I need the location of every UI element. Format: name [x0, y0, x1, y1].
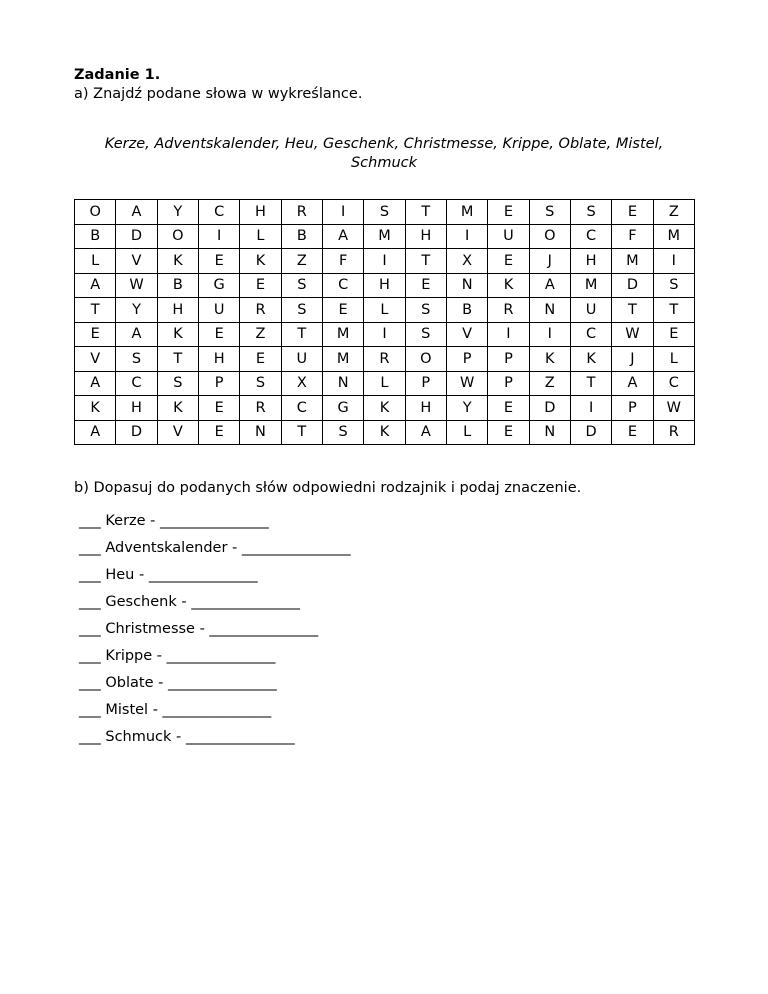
grid-cell: T — [281, 322, 322, 347]
grid-cell: T — [281, 420, 322, 445]
grid-cell: Y — [157, 200, 198, 225]
grid-row — [75, 420, 695, 445]
grid-row — [75, 249, 695, 274]
matching-item: ___ Krippe - _______________ — [79, 648, 276, 664]
grid-cell: I — [529, 322, 570, 347]
word-search-grid — [74, 199, 695, 445]
grid-cell: H — [198, 347, 239, 372]
grid-cell: M — [322, 322, 363, 347]
grid-cell: R — [653, 420, 694, 445]
grid-row — [75, 298, 695, 323]
grid-cell: L — [240, 224, 281, 249]
grid-cell: P — [446, 347, 487, 372]
grid-cell: R — [240, 298, 281, 323]
grid-cell: B — [75, 224, 116, 249]
grid-cell: R — [240, 396, 281, 421]
grid-cell: O — [157, 224, 198, 249]
grid-cell: N — [529, 298, 570, 323]
grid-cell: C — [570, 322, 611, 347]
grid-cell: A — [116, 322, 157, 347]
grid-cell: X — [281, 371, 322, 396]
task-b-instruction: b) Dopasuj do podanych słów odpowiedni rodzajnik i podaj znaczenie. — [74, 480, 582, 496]
grid-cell: B — [281, 224, 322, 249]
grid-cell: T — [405, 200, 446, 225]
grid-cell: O — [405, 347, 446, 372]
grid-cell: W — [653, 396, 694, 421]
grid-cell: B — [446, 298, 487, 323]
grid-cell: E — [240, 347, 281, 372]
grid-cell: K — [488, 273, 529, 298]
grid-cell: I — [364, 249, 405, 274]
grid-cell: R — [488, 298, 529, 323]
grid-cell: I — [653, 249, 694, 274]
grid-cell: E — [198, 420, 239, 445]
grid-cell: Z — [240, 322, 281, 347]
grid-cell: E — [198, 396, 239, 421]
grid-cell: C — [322, 273, 363, 298]
grid-cell: W — [446, 371, 487, 396]
grid-cell: E — [198, 249, 239, 274]
grid-cell: E — [612, 420, 653, 445]
grid-row — [75, 224, 695, 249]
grid-cell: P — [488, 347, 529, 372]
grid-cell: X — [446, 249, 487, 274]
grid-cell: C — [653, 371, 694, 396]
grid-cell: O — [75, 200, 116, 225]
grid-cell: T — [570, 371, 611, 396]
matching-item: ___ Heu - _______________ — [79, 567, 258, 583]
grid-cell: U — [570, 298, 611, 323]
grid-cell: K — [240, 249, 281, 274]
grid-cell: L — [446, 420, 487, 445]
matching-item: ___ Oblate - _______________ — [79, 675, 277, 691]
grid-cell: S — [240, 371, 281, 396]
task-title: Zadanie 1. — [74, 67, 161, 83]
grid-cell: E — [322, 298, 363, 323]
grid-cell: L — [364, 371, 405, 396]
grid-cell: D — [612, 273, 653, 298]
grid-cell: R — [281, 200, 322, 225]
grid-cell: Z — [653, 200, 694, 225]
grid-cell: S — [405, 298, 446, 323]
grid-cell: P — [612, 396, 653, 421]
grid-cell: E — [488, 420, 529, 445]
grid-cell: E — [488, 249, 529, 274]
matching-list — [79, 508, 351, 751]
grid-cell: D — [529, 396, 570, 421]
grid-cell: G — [198, 273, 239, 298]
grid-cell: N — [446, 273, 487, 298]
grid-cell: M — [612, 249, 653, 274]
grid-cell: J — [612, 347, 653, 372]
grid-cell: C — [198, 200, 239, 225]
grid-cell: S — [322, 420, 363, 445]
grid-cell: T — [612, 298, 653, 323]
grid-cell: A — [116, 200, 157, 225]
matching-item: ___ Christmesse - _______________ — [79, 621, 319, 637]
grid-cell: K — [157, 396, 198, 421]
grid-cell: N — [529, 420, 570, 445]
grid-cell: C — [281, 396, 322, 421]
grid-cell: S — [364, 200, 405, 225]
grid-cell: P — [405, 371, 446, 396]
grid-cell: E — [653, 322, 694, 347]
grid-cell: K — [364, 420, 405, 445]
grid-row — [75, 273, 695, 298]
grid-cell: K — [157, 249, 198, 274]
grid-cell: E — [75, 322, 116, 347]
grid-cell: H — [116, 396, 157, 421]
grid-cell: S — [157, 371, 198, 396]
grid-cell: V — [116, 249, 157, 274]
grid-cell: M — [653, 224, 694, 249]
grid-cell: P — [488, 371, 529, 396]
grid-cell: R — [364, 347, 405, 372]
matching-item: ___ Geschenk - _______________ — [79, 594, 300, 610]
grid-cell: K — [75, 396, 116, 421]
grid-cell: C — [116, 371, 157, 396]
grid-cell: M — [570, 273, 611, 298]
grid-cell: N — [322, 371, 363, 396]
grid-cell: S — [281, 273, 322, 298]
grid-cell: Y — [116, 298, 157, 323]
grid-cell: D — [570, 420, 611, 445]
grid-cell: B — [157, 273, 198, 298]
word-search-grid-body — [75, 200, 695, 445]
grid-cell: Z — [281, 249, 322, 274]
grid-row — [75, 200, 695, 225]
grid-cell: T — [157, 347, 198, 372]
grid-cell: A — [405, 420, 446, 445]
grid-cell: W — [612, 322, 653, 347]
grid-cell: S — [281, 298, 322, 323]
grid-cell: H — [570, 249, 611, 274]
task-a-instruction: a) Znajdź podane słowa w wykreślance. — [74, 86, 363, 102]
grid-cell: A — [322, 224, 363, 249]
grid-cell: F — [612, 224, 653, 249]
grid-cell: H — [405, 224, 446, 249]
grid-cell: V — [446, 322, 487, 347]
grid-cell: I — [364, 322, 405, 347]
grid-cell: T — [405, 249, 446, 274]
grid-cell: E — [488, 200, 529, 225]
grid-cell: L — [653, 347, 694, 372]
grid-cell: S — [570, 200, 611, 225]
grid-cell: L — [75, 249, 116, 274]
grid-cell: V — [75, 347, 116, 372]
grid-cell: T — [75, 298, 116, 323]
grid-cell: I — [322, 200, 363, 225]
matching-item: ___ Mistel - _______________ — [79, 702, 272, 718]
grid-cell: E — [488, 396, 529, 421]
grid-cell: S — [116, 347, 157, 372]
grid-cell: A — [529, 273, 570, 298]
grid-cell: K — [364, 396, 405, 421]
grid-cell: I — [570, 396, 611, 421]
grid-cell: D — [116, 420, 157, 445]
grid-cell: H — [240, 200, 281, 225]
grid-cell: F — [322, 249, 363, 274]
grid-cell: I — [198, 224, 239, 249]
grid-cell: U — [198, 298, 239, 323]
grid-cell: C — [570, 224, 611, 249]
grid-cell: L — [364, 298, 405, 323]
matching-item: ___ Adventskalender - _______________ — [79, 540, 351, 556]
grid-cell: T — [653, 298, 694, 323]
grid-cell: S — [405, 322, 446, 347]
matching-item: ___ Schmuck - _______________ — [79, 729, 295, 745]
grid-cell: I — [446, 224, 487, 249]
grid-cell: M — [364, 224, 405, 249]
grid-cell: S — [653, 273, 694, 298]
grid-cell: K — [157, 322, 198, 347]
grid-cell: D — [116, 224, 157, 249]
grid-cell: E — [612, 200, 653, 225]
grid-cell: Z — [529, 371, 570, 396]
grid-cell: E — [198, 322, 239, 347]
grid-cell: K — [570, 347, 611, 372]
grid-row — [75, 347, 695, 372]
grid-cell: K — [529, 347, 570, 372]
grid-cell: P — [198, 371, 239, 396]
grid-cell: Y — [446, 396, 487, 421]
word-list: Kerze, Adventskalender, Heu, Geschenk, Christmesse, Krippe, Oblate, Mistel, Schmuck — [104, 136, 664, 171]
grid-cell: E — [405, 273, 446, 298]
grid-cell: U — [488, 224, 529, 249]
grid-row — [75, 396, 695, 421]
grid-cell: A — [75, 371, 116, 396]
grid-cell: H — [405, 396, 446, 421]
grid-cell: S — [529, 200, 570, 225]
grid-cell: N — [240, 420, 281, 445]
grid-row — [75, 322, 695, 347]
grid-cell: H — [157, 298, 198, 323]
grid-cell: U — [281, 347, 322, 372]
matching-item: ___ Kerze - _______________ — [79, 513, 269, 529]
grid-cell: J — [529, 249, 570, 274]
grid-cell: G — [322, 396, 363, 421]
grid-cell: V — [157, 420, 198, 445]
grid-cell: A — [75, 420, 116, 445]
grid-cell: M — [446, 200, 487, 225]
grid-cell: A — [75, 273, 116, 298]
grid-cell: M — [322, 347, 363, 372]
grid-cell: H — [364, 273, 405, 298]
grid-cell: O — [529, 224, 570, 249]
grid-cell: I — [488, 322, 529, 347]
grid-cell: W — [116, 273, 157, 298]
grid-cell: A — [612, 371, 653, 396]
grid-cell: E — [240, 273, 281, 298]
grid-row — [75, 371, 695, 396]
